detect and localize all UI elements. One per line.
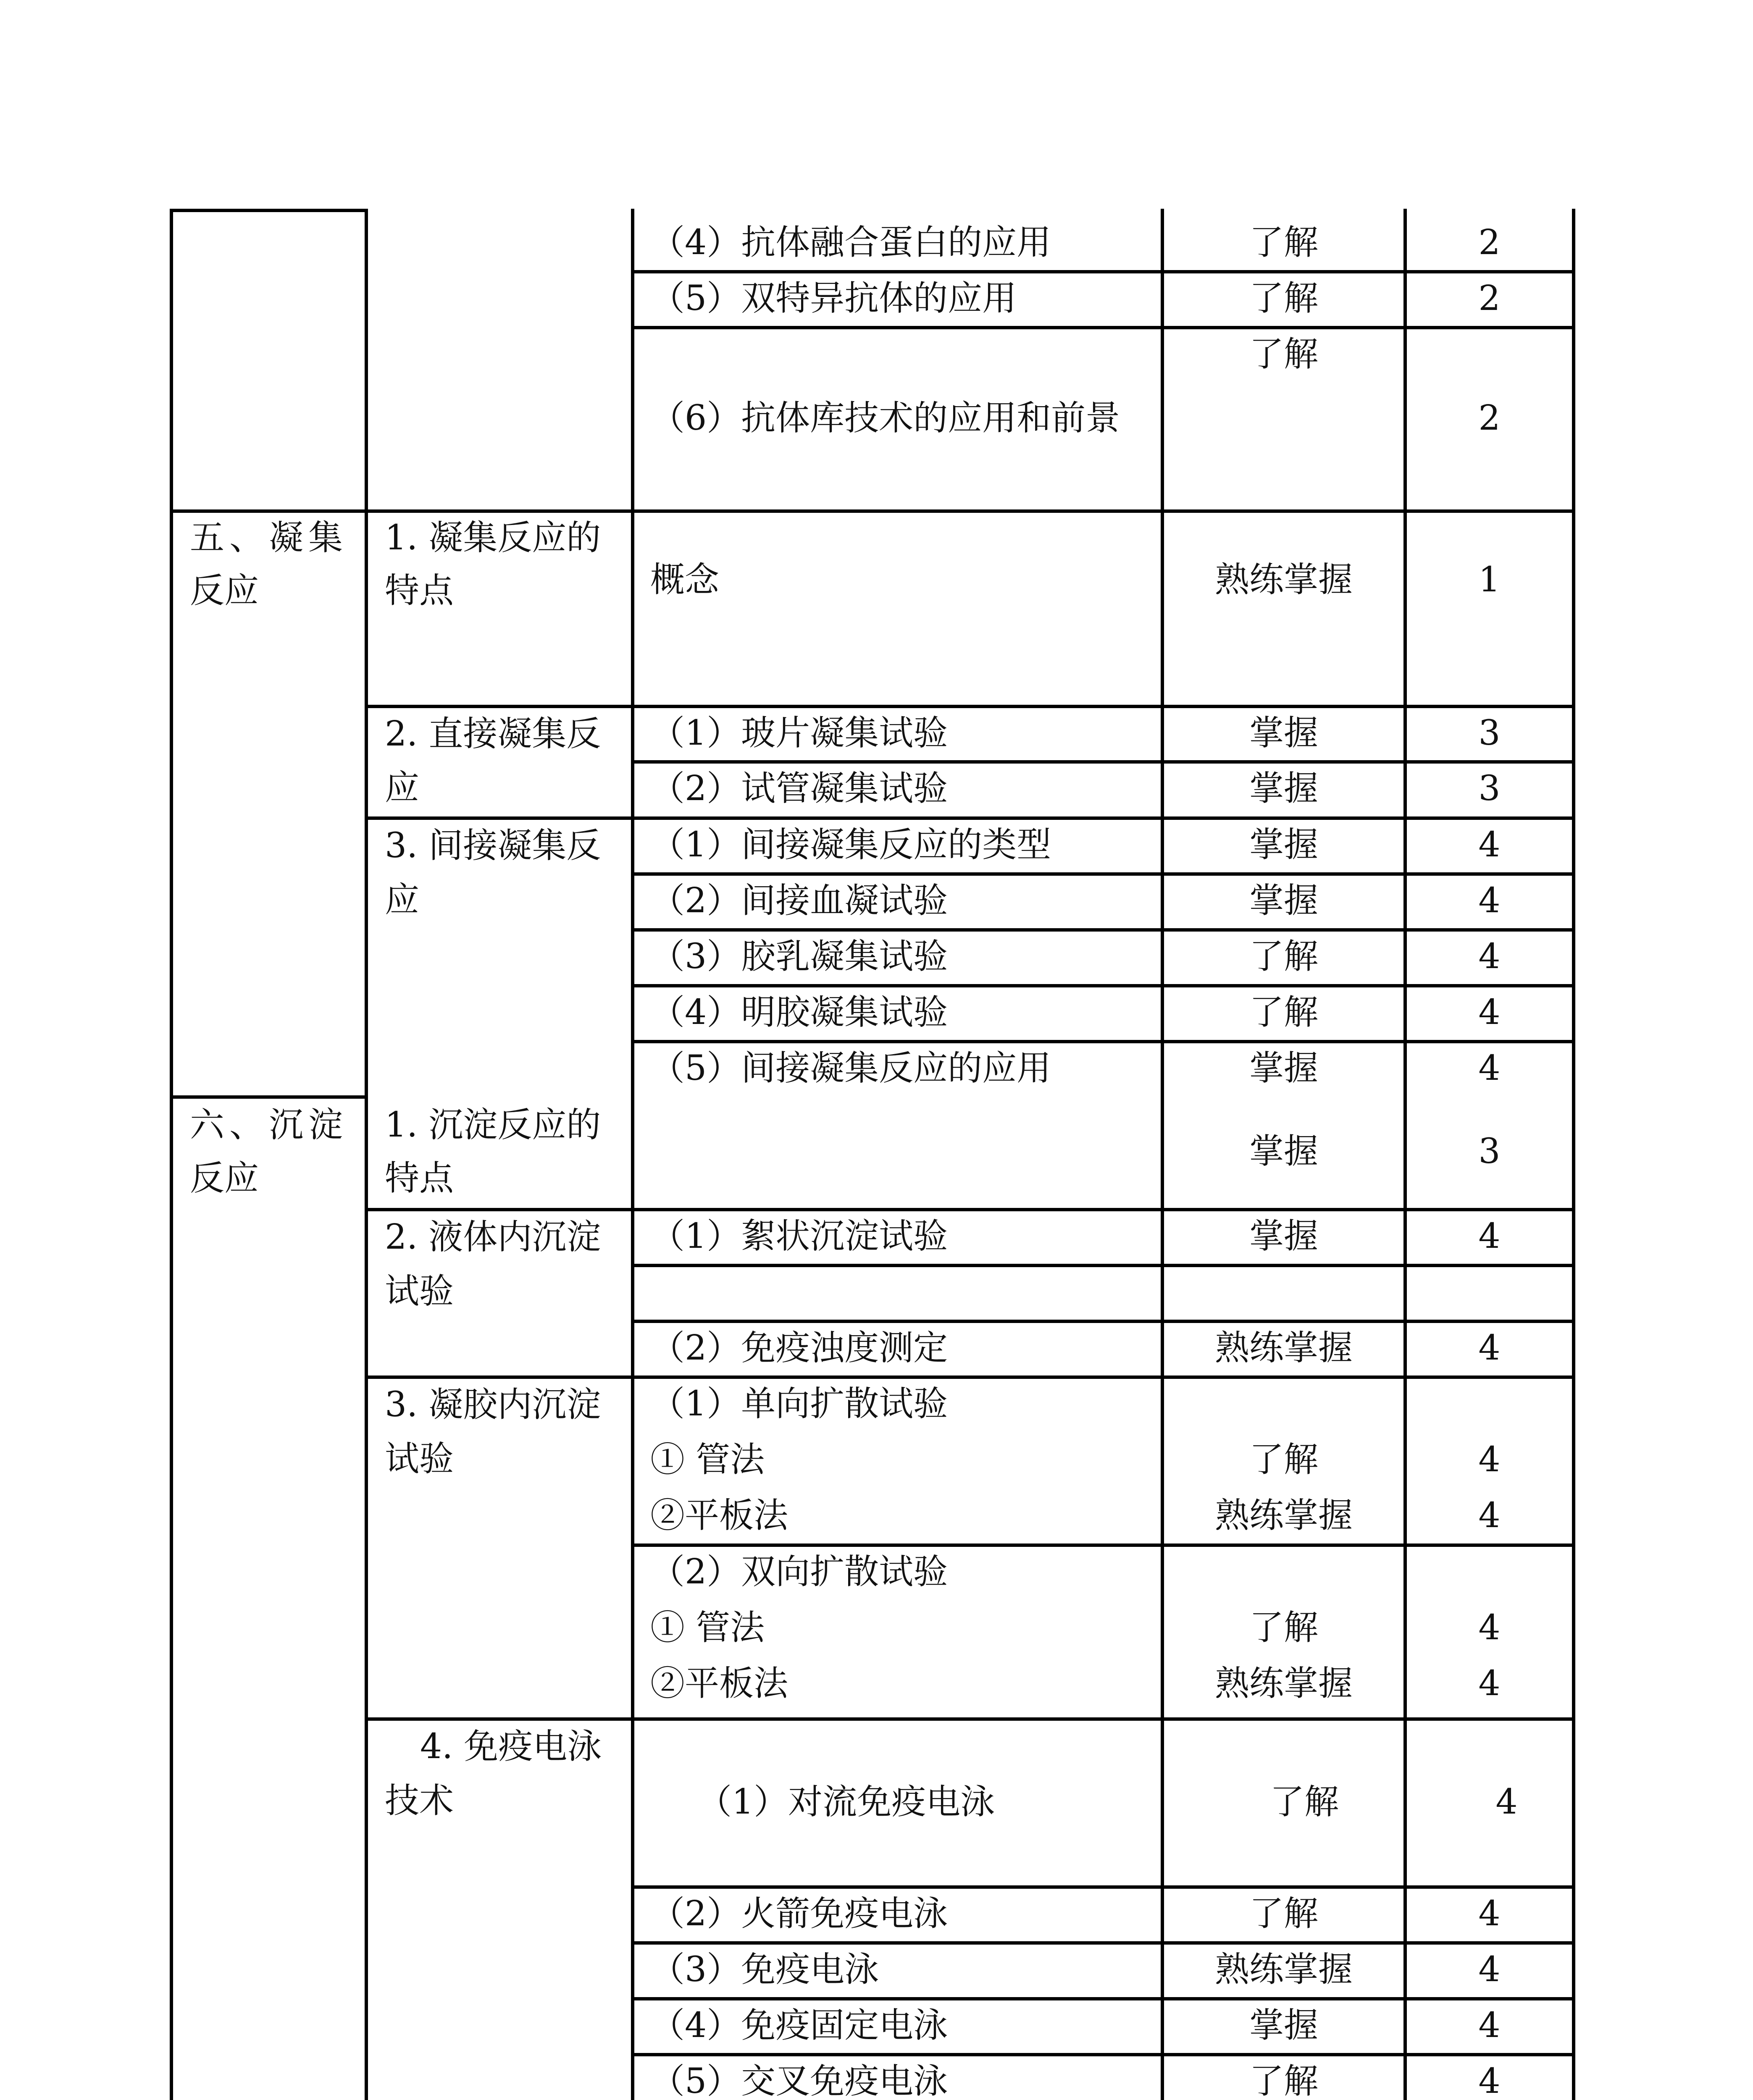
hours-cell: 4 [1478,2006,1501,2045]
content-cell: （4）明胶凝集试验 [650,992,948,1032]
content-cell: （4）免疫固定电泳 [650,2006,948,2045]
content-cell: （4）抗体融合蛋白的应用 [650,223,1051,262]
section-6-title-line1: 六、沉淀 [190,1105,348,1145]
hours-cell: 3 [1478,769,1501,808]
hours-cell: 4 [1495,1782,1518,1822]
level-cell: 了解 [1249,278,1318,318]
hours-cell: 4 [1478,1048,1501,1088]
content-cell: ②平板法 [650,1496,788,1536]
hours-cell: 4 [1478,881,1501,921]
level-cell: 熟练掌握 [1214,1496,1353,1536]
level-cell: 掌握 [1249,1216,1318,1256]
hours-cell: 4 [1478,1440,1501,1480]
table-border-top [170,209,368,212]
content-cell: ① 管法 [650,1440,765,1480]
row-divider [170,509,1575,513]
level-cell: 了解 [1249,937,1318,976]
hours-cell: 4 [1478,992,1501,1032]
level-cell: 了解 [1249,334,1318,374]
content-cell: （5）双特异抗体的应用 [650,278,1017,318]
topic-pre-2-line2: 试验 [385,1271,454,1311]
content-cell: （5）间接凝集反应的应用 [650,1048,1051,1088]
row-divider [631,326,1575,329]
content-cell: （2）间接血凝试验 [650,881,948,921]
topic-agg-2-line1: 2. 直接凝集反 [385,714,601,754]
level-cell: 掌握 [1249,713,1318,753]
hours-cell: 4 [1478,1950,1501,1990]
content-cell: （2）试管凝集试验 [650,769,948,808]
level-cell: 了解 [1249,1608,1318,1648]
table-border-left [170,209,173,2100]
level-cell: 了解 [1269,1782,1339,1822]
hours-cell: 4 [1478,1894,1501,1934]
hours-cell: 4 [1478,937,1501,976]
content-cell: （2）火箭免疫电泳 [650,1894,948,1934]
level-cell: 了解 [1249,1894,1318,1934]
level-cell: 熟练掌握 [1214,1950,1353,1990]
level-cell: 熟练掌握 [1214,1328,1353,1368]
level-cell: 了解 [1249,992,1318,1032]
section-5-title-line2: 反应 [190,571,259,611]
level-cell: 了解 [1249,2061,1318,2100]
hours-cell: 4 [1478,1608,1501,1648]
level-cell: 了解 [1249,1440,1318,1480]
level-cell: 掌握 [1249,881,1318,921]
topic-pre-2-line1: 2. 液体内沉淀 [385,1217,601,1257]
content-cell: （1）单向扩散试验 [650,1384,948,1424]
hours-cell: 2 [1478,398,1501,438]
content-cell: （1）玻片凝集试验 [650,713,948,753]
topic-agg-2-line2: 应 [385,768,420,808]
hours-cell: 4 [1478,1328,1501,1368]
hours-cell: 4 [1478,1664,1501,1704]
level-cell: 熟练掌握 [1214,560,1353,600]
section-5-title-line1: 五、凝集 [190,518,348,558]
level-cell: 掌握 [1249,1048,1318,1088]
topic-pre-4-line1: 4. 免疫电泳 [420,1727,602,1767]
content-cell: （6）抗体库技术的应用和前景 [650,398,1120,438]
hours-cell: 2 [1478,278,1501,318]
topic-pre-4-line2: 技术 [385,1781,454,1821]
hours-cell: 3 [1478,713,1501,753]
content-cell: （2）免疫浊度测定 [650,1328,948,1368]
level-cell: 了解 [1249,223,1318,262]
hours-cell: 1 [1478,560,1501,600]
hours-cell: 2 [1478,223,1501,262]
level-cell: 掌握 [1249,769,1318,808]
content-cell: 概念 [650,560,720,600]
col-divider-2 [631,209,634,2100]
hours-cell: 4 [1478,1216,1501,1256]
level-cell: 掌握 [1249,2006,1318,2045]
hours-cell: 4 [1478,1496,1501,1536]
level-cell: 熟练掌握 [1214,1664,1353,1704]
topic-pre-1-line1: 1. 沉淀反应的 [385,1105,601,1145]
content-cell: ① 管法 [650,1608,765,1648]
hours-cell: 4 [1478,825,1501,865]
content-cell: （1）对流免疫电泳 [697,1782,995,1822]
col-divider-1 [365,209,368,2100]
content-cell: （1）絮状沉淀试验 [650,1216,948,1256]
section-6-title-line2: 反应 [190,1158,259,1198]
hours-cell: 3 [1478,1131,1501,1171]
hours-cell: 4 [1478,2061,1501,2100]
topic-pre-1-line2: 特点 [385,1158,454,1198]
topic-agg-1-line2: 特点 [385,571,454,611]
row-divider [631,1264,1575,1267]
level-cell: 掌握 [1249,1131,1318,1171]
content-cell: ②平板法 [650,1664,788,1704]
topic-pre-3-line2: 试验 [385,1439,454,1479]
col-divider-3 [1161,209,1164,2100]
topic-agg-1-line1: 1. 凝集反应的 [385,518,601,558]
content-cell: （3）胶乳凝集试验 [650,937,948,976]
content-cell: （2）双向扩散试验 [650,1552,948,1592]
level-cell: 掌握 [1249,825,1318,865]
topic-agg-3-line2: 应 [385,880,420,920]
content-cell: （3）免疫电泳 [650,1950,879,1990]
content-cell: （5）交叉免疫电泳 [650,2061,948,2100]
topic-agg-3-line1: 3. 间接凝集反 [385,826,601,866]
topic-pre-3-line1: 3. 凝胶内沉淀 [385,1385,601,1425]
content-cell: （1）间接凝集反应的类型 [650,825,1051,865]
